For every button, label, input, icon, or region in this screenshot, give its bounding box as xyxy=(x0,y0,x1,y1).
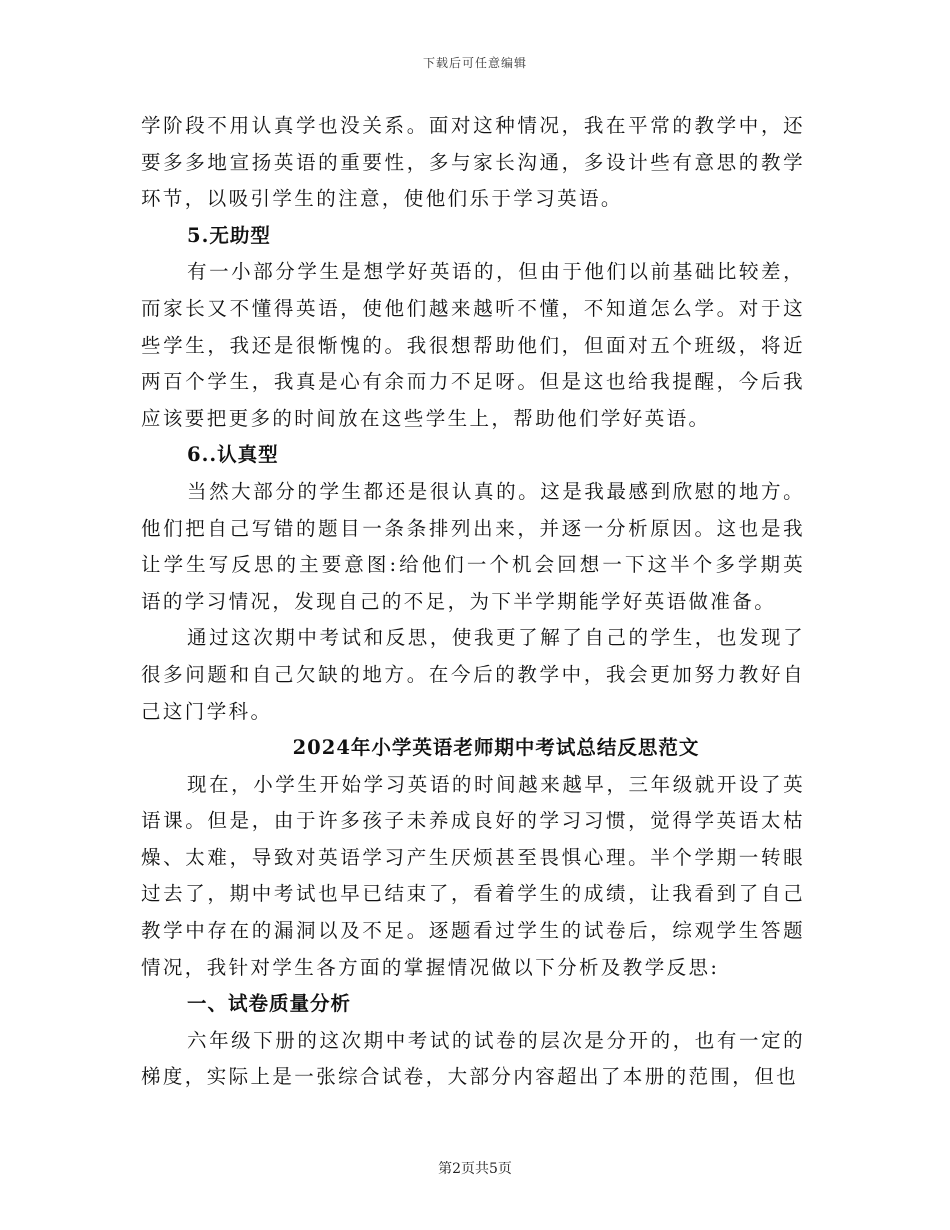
section-heading-serious-type: 6..认真型 xyxy=(187,443,279,467)
paragraph-helpless-type: 有一小部分学生是想学好英语的，但由于他们以前基础比较差，而家长又不懂得英语，使他们越来越听不懂，不知道怎么学。对于这些学生，我还是很惭愧的。我很想帮助他们，但面对五个班级，将近两百个学生，我真是心有余而力不足呀。但是这也给我提醒，今后我应该要把更多的时间放在这些学生上，帮助他们学好英语。 xyxy=(141,260,805,430)
page-header: 下载后可任意编辑 xyxy=(422,56,527,70)
paragraph-continued: 学阶段不用认真学也没关系。面对这种情况，我在平常的教学中，还要多多地宣扬英语的重要性，多与家长沟通，多设计些有意思的教学环节，以吸引学生的注意，使他们乐于学习英语。 xyxy=(141,114,805,211)
page-number: 第2页共5页 xyxy=(438,1161,512,1177)
document-body xyxy=(141,108,805,1096)
section-heading-paper-analysis: 一、试卷质量分析 xyxy=(187,992,352,1016)
paragraph-conclusion: 通过这次期中考试和反思，使我更了解了自己的学生，也发现了很多问题和自己欠缺的地方。在今后的教学中，我会更加努力教好自己这门学科。 xyxy=(141,626,805,723)
article-title: 2024年小学英语老师期中考试总结反思范文 xyxy=(292,736,700,760)
paragraph-serious-type: 当然大部分的学生都还是很认真的。这是我最感到欣慰的地方。他们把自己写错的题目一条条排列出来，并逐一分析原因。这也是我让学生写反思的主要意图:给他们一个机会回想一下这半个多学期英语的学习情况，发现自己的不足，为下半学期能学好英语做准备。 xyxy=(141,479,805,613)
paragraph-introduction: 现在，小学生开始学习英语的时间越来越早，三年级就开设了英语课。但是，由于许多孩子未养成良好的学习习惯，觉得学英语太枯燥、太难，导致对英语学习产生厌烦甚至畏惧心理。半个学期一转眼过去了，期中考试也早已结束了，看着学生的成绩，让我看到了自己教学中存在的漏洞以及不足。逐题看过学生的试卷后，综观学生答题情况，我针对学生各方面的掌握情况做以下分析及教学反思: xyxy=(141,772,805,979)
paragraph-paper-analysis: 六年级下册的这次期中考试的试卷的层次是分开的，也有一定的梯度，实际上是一张综合试卷，大部分内容超出了本册的范围，但也 xyxy=(141,1028,805,1089)
section-heading-helpless-type: 5.无助型 xyxy=(187,223,271,247)
